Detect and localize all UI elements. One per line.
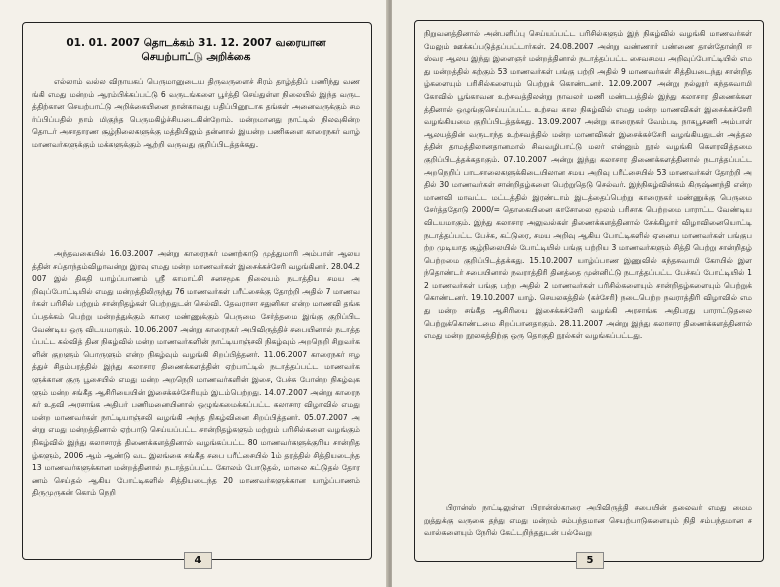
activities-paragraph: அந்தவகையில் 16.03.2007 அன்று காரைநகர் மணற்காடு முத்துமாரி அம்பாள் ஆலயத்தின் சப்தாந்தம்விழாவன்று இரவு எமது மன்ற மாணவர்கள் இசைக்கச்சேரி வழங்கினர். 28.04.2007 இல் திகதி யாழ்ப்பாணம் ஸ்ரீ காமாட்சி சனசமூக நிலையம் நடாத்திய சமய அறிவுப்போட்டியில் எமது மன்றத்திலிருந்து 76 மாணவர்கள் பரீட்சைக்கு தோற்றி அதில் 7 மாணவர்கள் பரிசில் பற்றும் சான்றிதழ்கள் பெற்றதுடன் செல்வி. தேவராசா சதுனிகா என்ற மாணவி தங்கப்பதக்கம் பெற்று மன்றத்துக்கும் காரை மண்ணுக்கும் பெருமை சேர்த்தமை இங்கு குறிப்பிட வேண்டிய ஒரு விடயமாகும். 10.06.2007 அன்று காரைநகர் அபிவிருத்திச் சபையினால் நடாத்தப்பட்ட கல்வித் தின நிகழ்வில் மன்ற மாணவர்களின் நாட்டியாஞ்சலி நிகழ்வும் அறநெறி சிறுவர்களின் குறளும் பொருளும் என்ற நிகழ்வும் வழங்கி சிறப்பித்தனர். 11.06.2007 காரைநகர் ஈழத்துச் சிதம்பரத்தில் இந்து கலாசார திணைக்களத்தின் ஏற்பாட்டில் நடாத்தப்பட்ட மாணவர்களுக்கான குரு பூசையில் எமது மன்ற அறநெறி மாணவர்களின் இசை, பேச்சு போன்ற நிகழ்வுகளும் மன்ற சங்கீத ஆசிரியையின் இசைக்கச்சேரியும் இடம்பெற்றது. 14.07.2007 அன்று காரைநகர் உதவி அரசாங்க அதிபர் பணிமனையினால் ஒழுங்கமைக்கப்பட்ட கலாசார விழாவில் எமது மன்ற மாணவர்கள் நாட்டியாஞ்சலி வழங்கி அந்த நிகழ்வினை சிறப்பித்தனர். 05.07.2007 அன்று எமது மன்றத்தினால் ஏற்பாடு செய்யப்பட்ட சான்றிதழ்களும் மற்றும் பரிசில்களை வழங்கும் நிகழ்வில் இந்து கலாசாரத் திணைக்களத்தினால் வழங்கப்பட்ட 80 மாணவர்களுக்குரிய சான்றிதழ்களும், 2006 ஆம் ஆண்டு வட இலங்கை சங்கீத சபை பரீட்சையில் 1ம் தரத்தில் சித்தியடைந்த 13 மாணவர்களுக்கான மன்றத்தினால் நடாத்தப்பட்ட கோலம் போடுதல், மாலை கட்டுதல் தோரணம் செய்தல் ஆகிய போட்டிகளில் சித்தியடைந்த 20 மாணவர்களுக்கான யாழ்ப்பாணம் திருமுருகன் கொம் நெறி bbox=[32, 249, 360, 498]
left-page bbox=[0, 0, 388, 587]
page-number: 5 bbox=[576, 552, 604, 569]
right-page bbox=[392, 0, 780, 587]
page-number: 4 bbox=[184, 552, 212, 569]
continued-activities-paragraph: நிறுவனத்தினால் அன்பளிப்பு செய்யப்பட்ட பரிசில்களும் இந் நிகழ்வில் வழங்கி மாணவர்கள் மேலும் ஊக்கப்படுத்தப்பட்டார்கள். 24.08.2007 அன்று வண்ணார் பண்ணை தான்தோன்றி ஈஸ்வர ஆலய இந்து இளைஞர் மன்றத்தினால் நடாத்தப்பட்ட சைவசமய அறிவுப்போட்டியில் எமது மன்றத்தில் கற்கும் 53 மாணவர்கள் பங்கு பற்றி அதில் 9 மாணவர்கள் சித்தியடைந்து சான்றிதழ்களையும் பரிசில்களையும் பெற்றுக் கொண்டனர். 12.09.2007 அன்று நல்லூர் கந்தசுவாமி கோவில் பூங்காவன உற்சவத்திலன்று நாவலர் மணி மண்டபத்தில் இந்து கலாசார திணைக்களத்தினால் ஒழுங்குசெய்யப்பட்ட உற்சவ கால நிகழ்வில் எமது மன்ற மாணவிகள் இசைக்கச்சேரி வழங்கியமை குறிப்பிடத்தக்கது. 13.09.2007 அன்று காரைநகர் வேம்படி நாகபூசணி அம்பாள் ஆலயத்தின் வருடாந்த உற்சவத்தில் மன்ற மாணவிகள் இசைக்கச்சேரி வழங்கியதுடன் அத்தலத்தின் தாமத்திலானதானமால் சிவவழிபாட்டு மலர் என்னும் நூல் வழங்கி கௌரவித்தமை குறிப்பிடத்தக்கதாகும். 07.10.2007 அன்று இந்து கலாசார திணைக்களத்தினால் நடாத்தப்பட்ட அறநெறிப் பாடசாலைகளுக்கிடையிலான சமய அறிவு பரீட்சையில் 53 மாணவர்கள் தோற்றி அதில் 30 மாணவர்கள் சான்றிதழ்களை பெற்றுதெடு செல்வர். இந்நிகழ்வின்கம் கிருஷ்ணந்தி என்ற மாணவி மாவட்ட மட்டத்தில் இரண்டாம் இடத்தைப்பெற்று காரைநகர் மண்ணுக்கு பெருமை சேர்த்ததோடு 2000/= தொகையினை காசோலை மூலம் பரிசாக பெற்றமை பாராட்ட வேண்டிய விடயமாகும். இந்து கலாசார அலுவல்கள் திணைக்களத்தினால் சேக்கிழார் விழாவினையொட்டி நடாத்தப்பட்ட பேச்சு, கட்டுரை, சமய அறிவு ஆகிய போட்டிகளில் ஏனைய மாணவர்கள் பங்குபற்ற முடியாத சூழ்நிலையில் போட்டியில் பங்கு பற்றிய 3 மாணவர்களும் சித்தி பெற்று சான்றிதழ் பெற்றமை குறிப்பிடத்தக்கது. 15.10.2007 யாழ்ப்பாண இணுவில் கந்தசுவாமி கோயில் இளந்தொண்டர் சபையினால் நவராத்திரி தினத்தை முன்னிட்டு நடாத்தப்பட்ட பேச்சுப் போட்டியில் 12 மாணவர்கள் பங்கு பற்ற அதில் 2 மாணவர்கள் பரிசில்களையும் சான்றிதழ்களையும் பெற்றுக் கொண்டனர். 19.10.2007 யாழ். செயலகத்தில் (கச்சேரி) நடைபெற்ற நவராத்திரி விழாவில் எமது மன்ற சங்கீத ஆசிரியை இசைக்கச்சேரி வழங்கி அரசாங்க அதிபரது பாராட்டுதலை பெற்றுக்கொண்டமை சிறப்பானதாகும். 28.11.2007 அன்று இந்து கலாசார திணைக்களத்தினால் எமது மன்ற நூலகத்திற்கு ஒரு தொகுதி நூல்கள் வழங்கப்பட்டது. bbox=[424, 29, 752, 341]
intro-paragraph: எல்லாம் வல்ல விநாயகப் பெருமானுடைய திருவருளைச் சிரம் தாழ்த்திப் பணிந்து வணங்கி எமது மன்றம் ஆரம்பிக்கப்பட்டு 6 வருடங்களை பூர்த்தி செய்துள்ள நிலையில் இந்த வருடத்திற்கான செயற்பாட்டு அறிக்கையினை நான்காவது பதிப்பினூடாக தங்கள் அனைவருக்கும் சமர்ப்பிப்பதில் நாம் மிகுந்த பெருமகிழ்ச்சியடைகின்றோம். மன்றமானது நாட்டில் நிலவுகின்ற தொடர் அசாதாரண சூழ்நிலைகளுக்கு மத்தியிலும் தன்னால் இயன்ற பணிகளை காரைநகர் வாழ் மாணவர்களுக்கும் மக்களுக்கும் ஆற்றி வருவது குறிப்பிடத்தக்கது. bbox=[32, 77, 360, 149]
report-title: 01. 01. 2007 தொடக்கம் 31. 12. 2007 வரையான bbox=[66, 37, 326, 49]
report-subtitle: செயற்பாட்டு அறிக்கை bbox=[141, 51, 251, 63]
france-visit-paragraph: பிரான்ஸ் நாட்டிலுள்ள பிரான்ஸ்காரை அபிவிருத்தி சபையின் தலைவர் எமது மைமறுத்துக்கு வருகை தந்து எமது மன்றம் சம்பந்தமான செயற்பாடுகளையும் நிதி சம்பந்தமான சவால்களையும் நேரில் கேட்டறிந்ததுடன் பல்வேறு bbox=[424, 503, 752, 538]
